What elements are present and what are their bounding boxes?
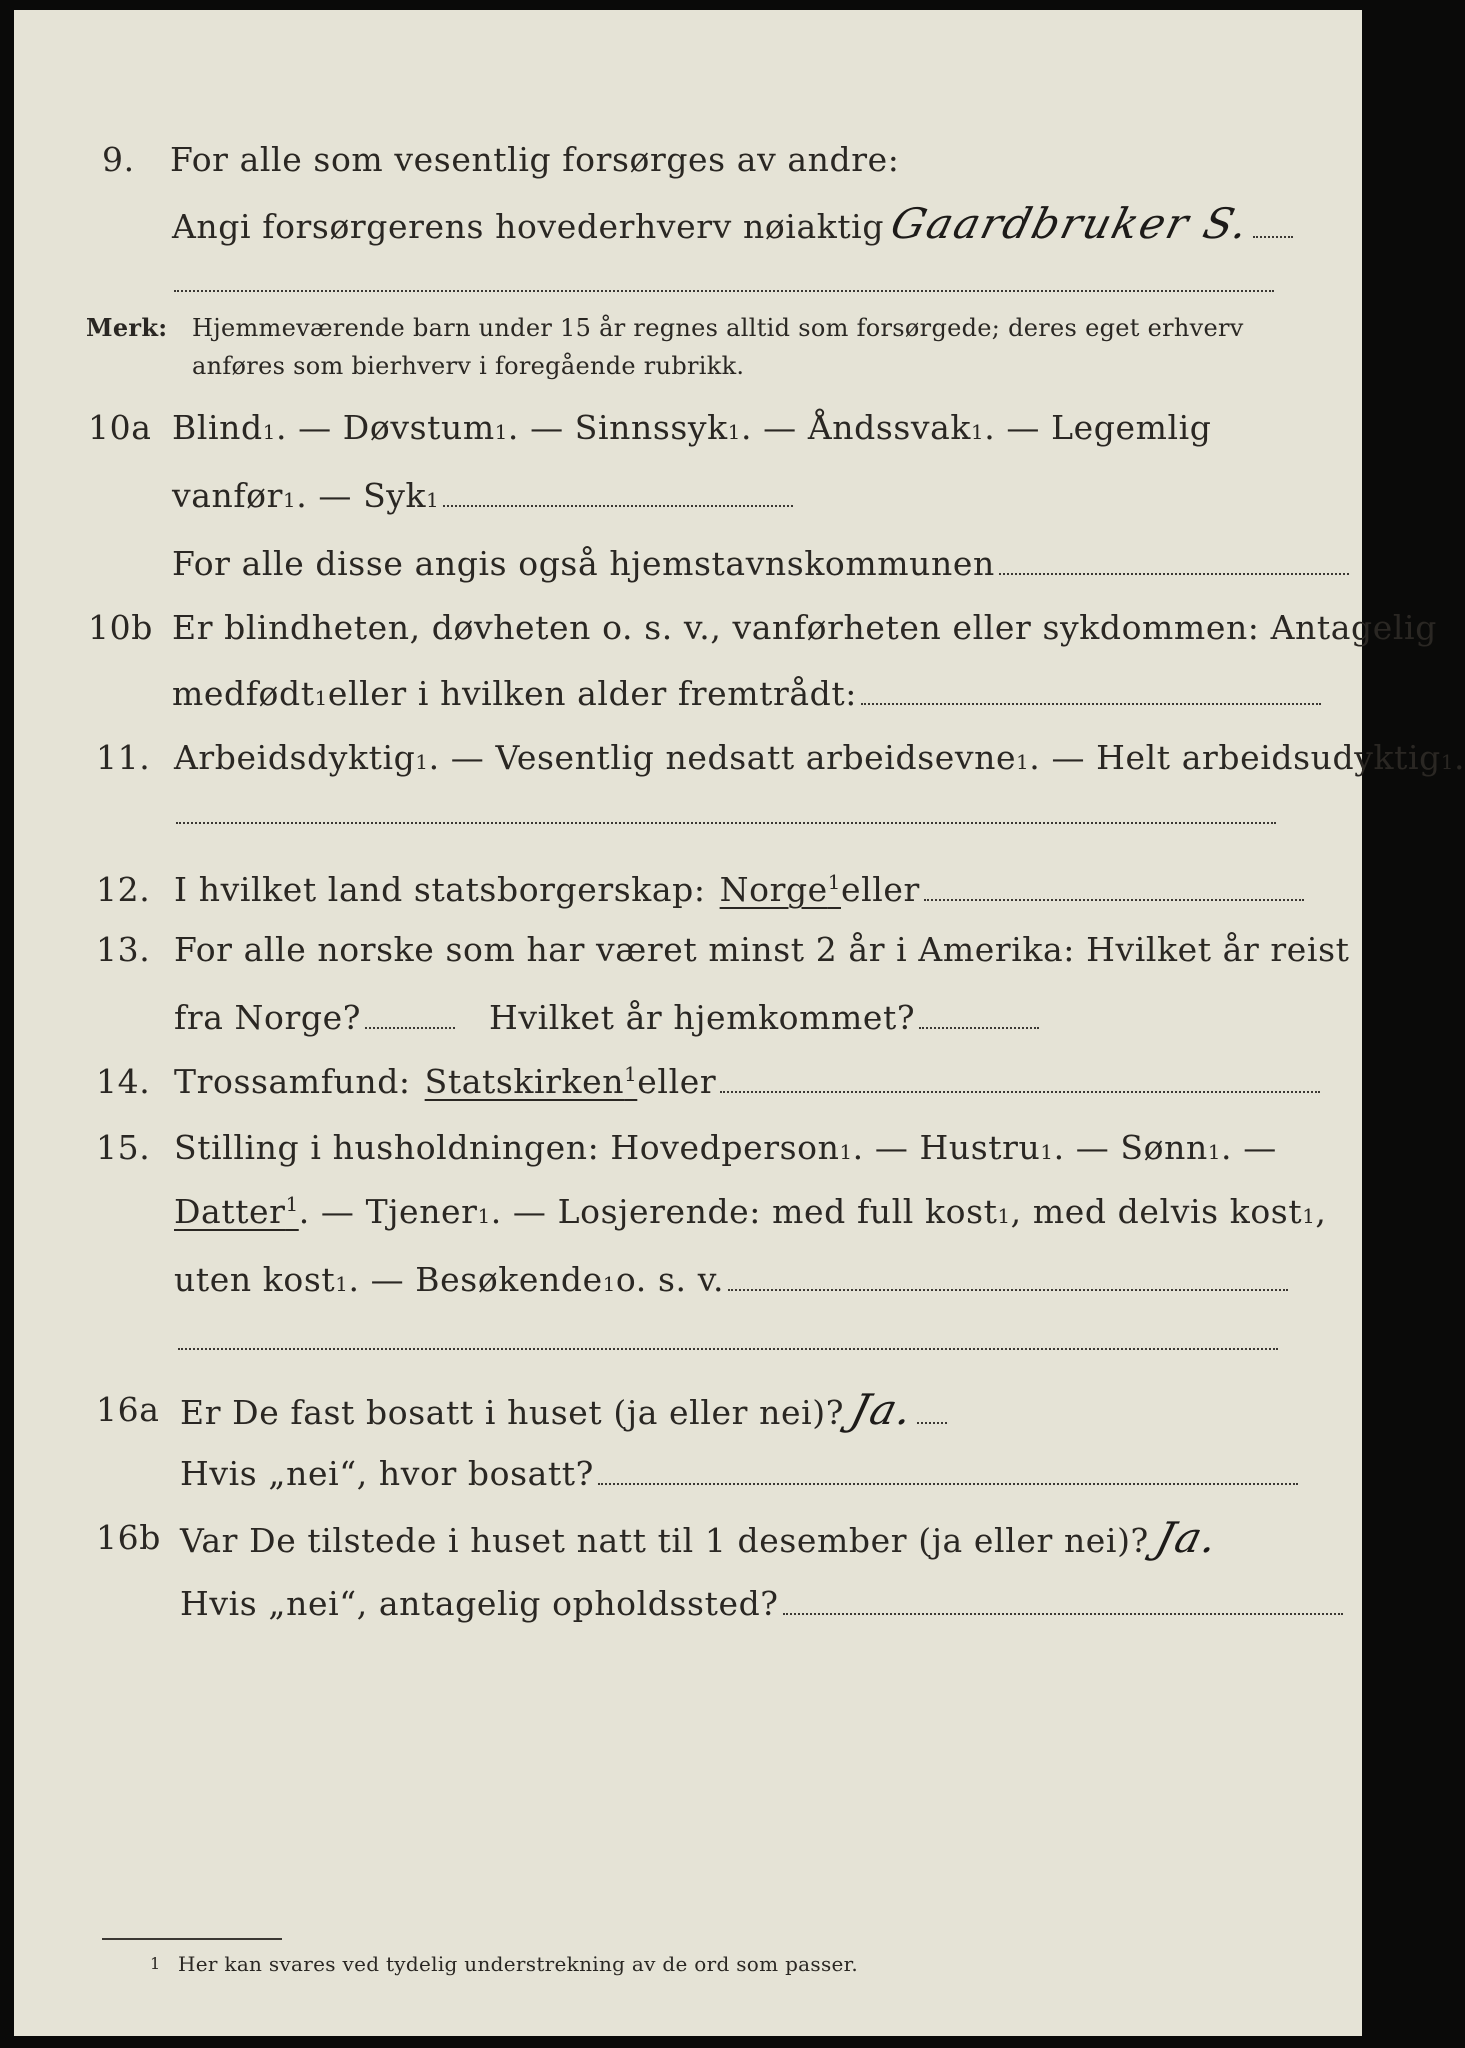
footnote-text: Her kan svares ved tydelig understrekning av de ord som passer.: [178, 1952, 858, 1976]
q12-norge-underlined: [720, 870, 841, 910]
form-text-fragment: . — Losjerende: med full kost: [490, 1192, 998, 1231]
q13-number: 13.: [96, 930, 151, 969]
form-text-fragment: . — Åndssvak: [740, 408, 972, 447]
form-text-fragment: . — Vesentlig nedsatt arbeidsevne: [428, 738, 1017, 777]
footnote-reference-mark: 1: [285, 1193, 299, 1216]
form-text-fragment: . — Sinnssyk: [507, 408, 728, 447]
q16a-handwritten-answer: Ja.: [846, 1385, 920, 1434]
form-text-fragment: . — Syk: [296, 476, 427, 515]
form-text-fragment: . — Hustru: [852, 1128, 1041, 1167]
q15-number: 15.: [96, 1128, 151, 1167]
q10a-text-line2: vanfør 1 . — Syk 1: [172, 476, 793, 516]
q10a-hjemstavn-answer-line: [999, 569, 1349, 575]
q12-text: I hvilket land statsborgerskap:: [174, 870, 706, 909]
q16a-bosatt-answer-line: [598, 1479, 1298, 1485]
q16b-handwritten-answer: Ja.: [1150, 1513, 1225, 1562]
q16a-number: 16a: [96, 1390, 160, 1429]
form-text-fragment: eller: [840, 870, 920, 909]
form-text-fragment: .: [1454, 738, 1465, 777]
q16a-answer-line: [917, 1418, 947, 1424]
form-text-fragment: . — Legemlig: [984, 408, 1212, 447]
form-text-fragment: o. s. v.: [615, 1260, 725, 1299]
form-text-fragment: eller i hvilken alder fremtrådt:: [327, 674, 857, 713]
form-text-fragment: Datter: [174, 1192, 286, 1231]
q13-reist-answer-line: [365, 1023, 455, 1029]
form-text-fragment: vanfør: [172, 476, 284, 515]
form-text-fragment: ,: [1315, 1192, 1327, 1231]
q9-number: 9.: [102, 140, 135, 179]
merk-text-line2: anføres som bierhverv i foregående rubrikk.: [192, 352, 745, 380]
q10b-answer-line: [861, 699, 1321, 705]
q15-text-line1: Stilling i husholdningen: Hovedperson 1 . — Hustru 1 . — Sønn 1 . —: [174, 1128, 1277, 1167]
q10a-text-line3: For alle disse angis også hjemstavnskommunen: [172, 544, 995, 583]
form-text-fragment: eller: [637, 1062, 717, 1101]
census-form-page: [14, 10, 1465, 2036]
q15-answer-line: [728, 1285, 1288, 1291]
form-text-fragment: Blind: [172, 408, 263, 447]
q10a-syk-answer-line: [443, 501, 793, 507]
form-text-fragment: . — Døvstum: [275, 408, 495, 447]
form-text-fragment: medfødt: [172, 674, 315, 713]
q13-hjemkommet-answer-line: [919, 1023, 1039, 1029]
q15-datter-underlined: [174, 1192, 299, 1232]
form-text-fragment: . — Sønn: [1053, 1128, 1208, 1167]
q16b-text-line1: Var De tilstede i huset natt til 1 desember (ja eller nei)?: [180, 1521, 1149, 1560]
q9-extra-line: [174, 290, 1274, 292]
q13-text-line2b: Hvilket år hjemkommet?: [489, 998, 916, 1037]
form-text-fragment: . —: [1221, 1128, 1277, 1167]
footnote-reference-mark: 1: [827, 871, 841, 894]
footnote-rule: [102, 1938, 282, 1940]
q14-answer-line: [720, 1087, 1320, 1093]
form-text-fragment: uten kost: [174, 1260, 336, 1299]
q12-number: 12.: [96, 870, 151, 909]
q10a-number: 10a: [88, 408, 152, 447]
q15-text-line3: uten kost 1 . — Besøkende 1 o. s. v.: [174, 1260, 1288, 1300]
q11-number: 11.: [96, 738, 151, 777]
q15-text-line2: Datter$^1$ . — Tjener 1 . — Losjerende: med full kost 1 , med delvis kost 1 ,: [174, 1192, 1327, 1231]
form-text-fragment: Stilling i husholdningen: Hovedperson: [174, 1128, 840, 1167]
form-text-fragment: Norge: [719, 870, 828, 909]
q14-text: Trossamfund:: [174, 1062, 411, 1101]
footnote-reference-mark: 1: [624, 1063, 638, 1086]
q9-text-line1: For alle som vesentlig forsørges av andre:: [170, 140, 900, 179]
q9-answer-line: [1253, 232, 1293, 238]
q11-extra-line: [176, 822, 1276, 824]
merk-text-line1: Hjemmeværende barn under 15 år regnes alltid som forsørgede; deres eget erhverv: [192, 314, 1244, 342]
q14-number: 14.: [96, 1062, 151, 1101]
q11-text: Arbeidsdyktig 1 . — Vesentlig nedsatt arbeidsevne 1 . — Helt arbeidsudyktig 1 .: [174, 738, 1465, 777]
q10b-text-line1: Er blindheten, døvheten o. s. v., vanførheten eller sykdommen: Antagelig: [172, 608, 1437, 647]
form-text-fragment: , med delvis kost: [1010, 1192, 1303, 1231]
q16b-text-line2: Hvis „nei“, antagelig opholdssted?: [180, 1584, 779, 1623]
q14-statskirken-underlined: [425, 1062, 638, 1102]
q13-text-line2a: fra Norge?: [174, 998, 362, 1037]
q16a-text-line2: Hvis „nei“, hvor bosatt?: [180, 1454, 594, 1493]
q16b-number: 16b: [96, 1518, 161, 1557]
q10b-text-line2: medfødt 1 eller i hvilken alder fremtrådt:: [172, 674, 1321, 714]
q9-handwritten-answer: Gaardbruker S.: [886, 199, 1256, 248]
q9-text-line2: Angi forsørgerens hovederhverv nøiaktig: [172, 207, 885, 246]
footnote-mark: 1: [150, 1954, 161, 1973]
form-text-fragment: . — Tjener: [298, 1192, 478, 1231]
form-text-fragment: . — Helt arbeidsudyktig: [1029, 738, 1441, 777]
merk-label: Merk:: [86, 313, 168, 342]
form-text-fragment: Statskirken: [424, 1062, 625, 1101]
q15-extra-line: [178, 1348, 1278, 1350]
q16a-text-line1: Er De fast bosatt i huset (ja eller nei)?: [180, 1393, 844, 1432]
q16b-opholdssted-answer-line: [783, 1609, 1343, 1615]
q10a-text-line1: Blind 1 . — Døvstum 1 . — Sinnssyk 1 . — Åndssvak 1 . — Legemlig: [172, 408, 1212, 447]
form-text-fragment: . — Besøkende: [348, 1260, 603, 1299]
q13-text-line1: For alle norske som har været minst 2 år i Amerika: Hvilket år reist: [174, 930, 1350, 969]
form-text-fragment: Arbeidsdyktig: [174, 738, 416, 777]
q10b-number: 10b: [88, 608, 153, 647]
q12-answer-line: [924, 895, 1304, 901]
